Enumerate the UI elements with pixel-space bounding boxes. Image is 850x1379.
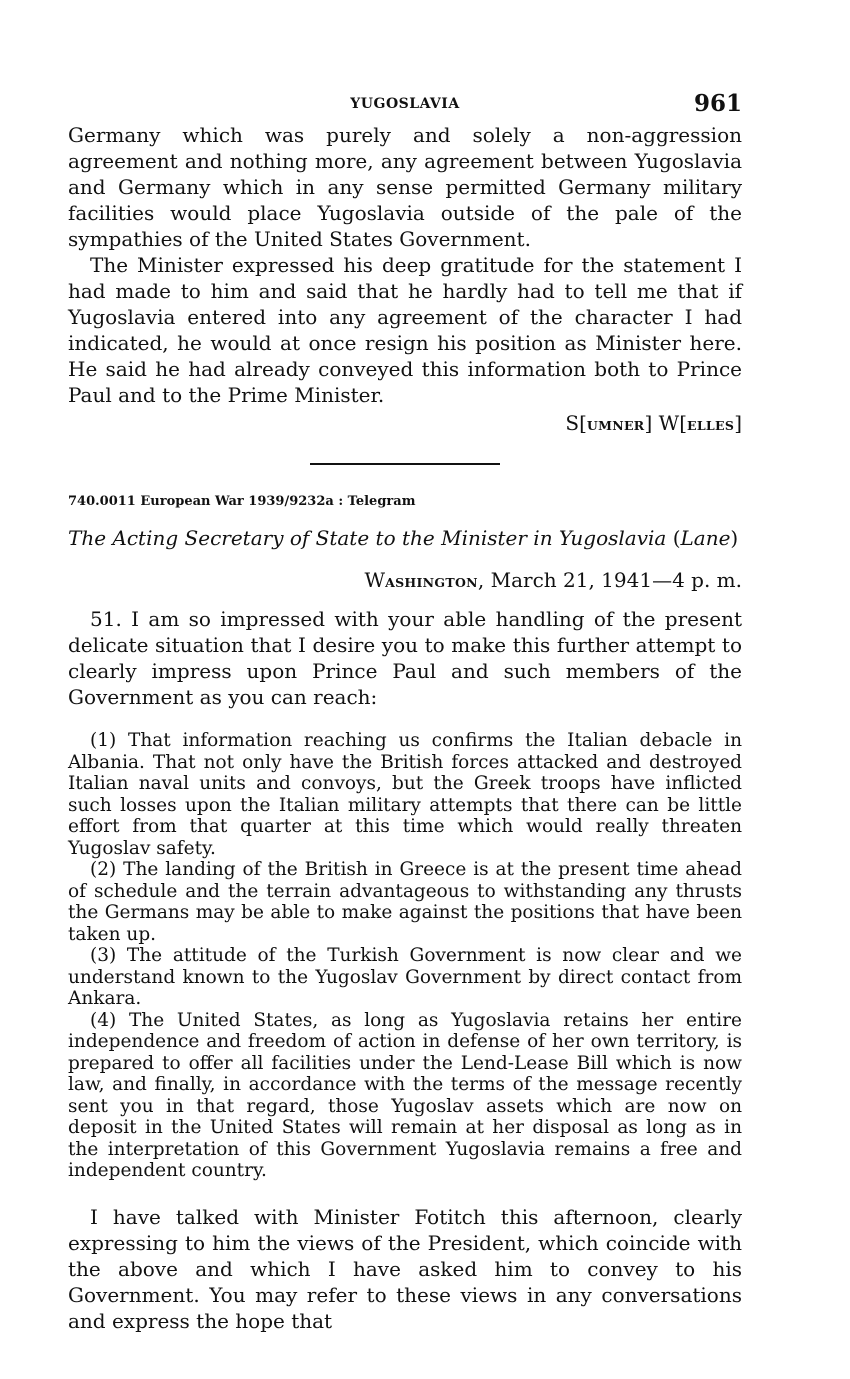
title-open-paren: ( <box>672 526 681 550</box>
file-reference: 740.0011 European War 1939/9232a : Telegram <box>68 494 416 509</box>
dateline-place-initial: W <box>364 568 386 592</box>
title-name: Lane <box>680 526 731 550</box>
signature-s-rest: UMNER <box>586 418 645 433</box>
point-2: (2) The landing of the British in Greece is at the present time ahead of schedule and the terrain advantageous to withstanding any thrusts the Germans may be able to make against the positions that have been taken up. <box>68 859 742 945</box>
signature-mid: ] W[ <box>644 411 688 435</box>
signature-end: ] <box>734 411 742 435</box>
running-head <box>68 90 742 122</box>
document-page <box>68 90 742 1334</box>
paragraph-51: 51. I am so impressed with your able handling of the present delicate situation that I desire you to make this further attempt to clearly impress upon Prince Paul and such members of the Government as you can reach: <box>68 607 742 709</box>
dateline <box>68 567 742 596</box>
signature-w-rest: ELLES <box>687 418 735 433</box>
continued-paragraph: Germany which was purely and solely a non-aggression agreement and nothing more, any agreement between Yugoslavia and Germany which in any sense permitted Germany military facilities would place Yugoslavia outside of the pale of the sympathies of the United States Government. <box>68 123 742 251</box>
document-title <box>68 525 742 551</box>
numbered-points <box>68 730 742 1182</box>
section-divider <box>310 463 500 465</box>
point-1: (1) That information reaching us confirms the Italian debacle in Albania. That not only have the British forces attacked and destroyed Italian naval units and convoys, but the Greek troops have inflicted such losses upon the Italian military attempts that there can be little effort from that quarter at this time which would really threaten Yugoslav safety. <box>68 730 742 859</box>
title-close-paren: ) <box>730 526 739 550</box>
page-number: 961 <box>693 90 742 117</box>
signature <box>68 410 742 439</box>
dateline-place-rest: ASHINGTON <box>385 575 478 590</box>
point-4: (4) The United States, as long as Yugoslavia retains her entire independence and freedom of action in defense of her own territory, is prepared to offer all facilities under the Lend-Lease Bill which is now law, and finally, in accordance with the terms of the message recently sent you in that regard, those Yugoslav assets which are now on deposit in the United States will remain at her disposal as long as in the interpretation of this Government Yugoslavia remains a free and independent country. <box>68 1009 742 1181</box>
closing-paragraph: I have talked with Minister Fotitch this afternoon, clearly expressing to him the views of the President, which coincide with the above and which I have asked him to convey to his Government. You may refer to these views in any conversations and express the hope that <box>68 1204 742 1333</box>
dateline-rest: , March 21, 1941—4 p. m. <box>477 568 742 592</box>
minister-response-paragraph: The Minister expressed his deep gratitude for the statement I had made to him and said that he hardly had to tell me that if Yugoslavia entered into any agreement of the character I had indicated, he would at once resign his position as Minister here. He said he had already conveyed this information both to Prince Paul and to the Prime Minister. <box>68 253 742 407</box>
running-title: YUGOSLAVIA <box>350 96 460 112</box>
document-title-text: The Acting Secretary of State to the Minister in Yugoslavia <box>68 526 667 550</box>
point-3: (3) The attitude of the Turkish Government is now clear and we understand known to the Yugoslav Government by direct contact from Ankara. <box>68 945 742 1009</box>
signature-s: S[ <box>565 411 587 435</box>
